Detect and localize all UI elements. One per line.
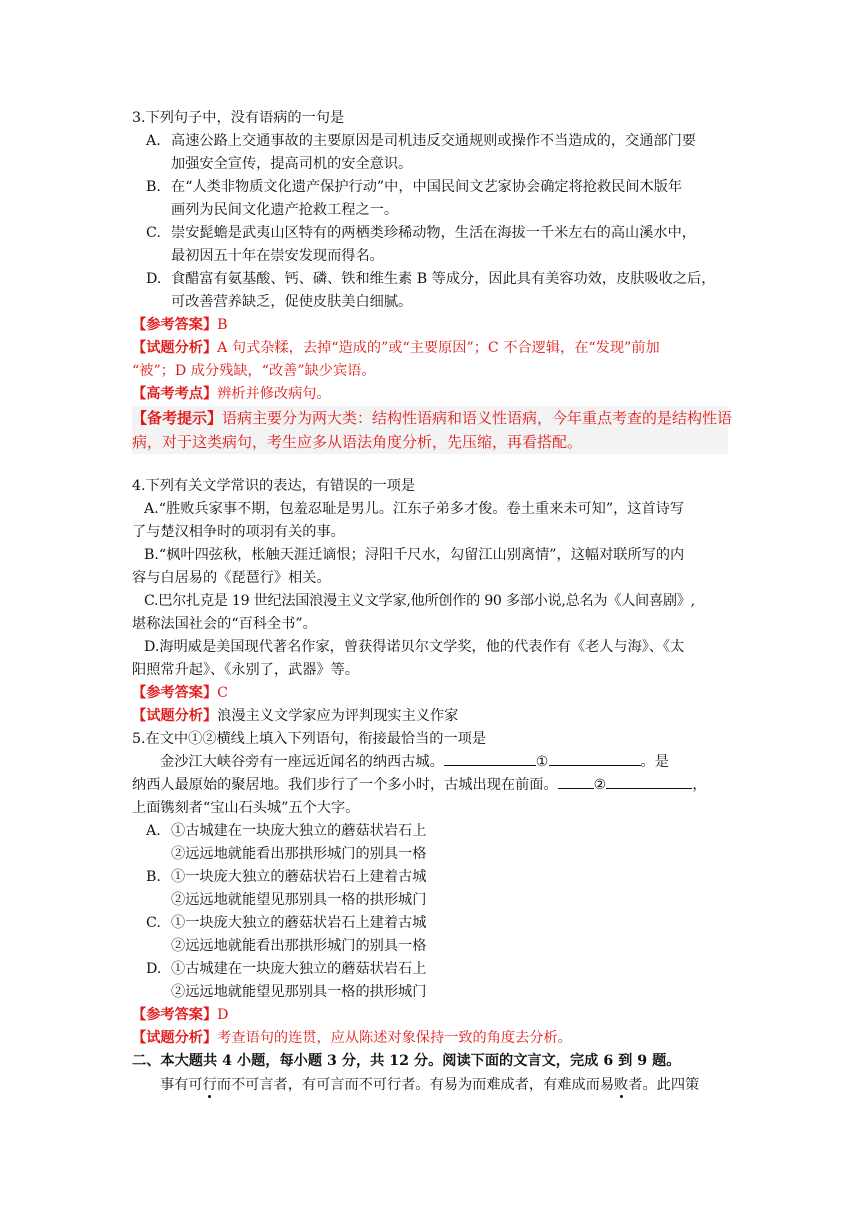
q4-option-c-line2: 堪称法国社会的“百科全书”。 bbox=[132, 616, 317, 632]
section-2-passage bbox=[160, 1074, 699, 1096]
q3-tip-line2: 病，对于这类病句，考生应多从语法角度分析，先压缩，再看搭配。 bbox=[132, 433, 583, 451]
emphasis-dot-char: 行 bbox=[202, 1077, 217, 1093]
q3-option-c-line2: 最初因五十年在崇安发现而得名。 bbox=[171, 248, 384, 264]
analysis-text: 考查语句的连贯，应从陈述对象保持一致的角度去分析。 bbox=[217, 1030, 572, 1046]
emphasis-dot-char: 败 bbox=[614, 1077, 629, 1093]
q4-option-a-line2: 了与楚汉相争时的项羽有关的事。 bbox=[132, 524, 345, 540]
passage-text: 而不可言者，有可言而不可行者。有易为而难成者，有难成而易 bbox=[216, 1077, 615, 1093]
q5-passage-line3: 上面镌刻者“宝山石头城”五个大字。 bbox=[132, 800, 360, 816]
analysis-tag: 【试题分析】 bbox=[132, 1030, 218, 1046]
q5-option-c-line1: ①一块庞大独立的蘑菇状岩石上建着古城 bbox=[171, 915, 427, 931]
q3-option-c-label: C. bbox=[146, 225, 161, 241]
blank-line bbox=[549, 751, 641, 766]
q3-tip-line1 bbox=[132, 407, 732, 429]
q3-analysis-line2: “被”；D 成分残缺，“改善”缺少宾语。 bbox=[132, 363, 376, 379]
passage-text: 金沙江大峡谷旁有一座远近闻名的纳西古城。 bbox=[160, 754, 444, 770]
passage-text: 。是 bbox=[640, 754, 669, 770]
q4-answer bbox=[132, 682, 228, 704]
passage-text: 者。此四策 bbox=[628, 1077, 700, 1093]
tip-text: 语病主要分为两大类：结构性语病和语义性语病，今年重点考查的是结构性语 bbox=[222, 409, 733, 427]
answer-tag: 【参考答案】 bbox=[132, 685, 218, 701]
q3-option-a-label: A. bbox=[146, 133, 161, 149]
q3-option-a-line1: 高速公路上交通事故的主要原因是司机违反交通规则或操作不当造成的，交通部门要 bbox=[171, 133, 696, 149]
q5-option-a-label: A. bbox=[146, 823, 161, 839]
analysis-text: A 句式杂糅，去掉“造成的”或“主要原因”；C 不合逻辑，在“发现”前加 bbox=[217, 340, 660, 356]
analysis-text: 浪漫主义文学家应为评判现实主义作家 bbox=[217, 708, 459, 724]
q5-passage-line2 bbox=[132, 774, 707, 796]
q5-option-c-label: C. bbox=[146, 915, 161, 931]
q4-option-d-line2: 阳照常升起》、《永别了，武器》等。 bbox=[132, 662, 359, 678]
blank-line bbox=[606, 774, 692, 789]
analysis-tag: 【试题分析】 bbox=[132, 340, 218, 356]
q5-option-d-label: D. bbox=[146, 961, 162, 977]
q4-analysis bbox=[132, 705, 458, 727]
q5-option-a-line1: ①古城建在一块庞大独立的蘑菇状岩石上 bbox=[171, 823, 427, 839]
q5-option-d-line1: ①古城建在一块庞大独立的蘑菇状岩石上 bbox=[171, 961, 427, 977]
blank-line bbox=[444, 751, 536, 766]
q3-option-c-line1: 崇安髭蟾是武夷山区特有的两栖类珍稀动物，生活在海拔一千米左右的高山溪水中， bbox=[171, 225, 696, 241]
answer-value: D bbox=[217, 1007, 229, 1023]
answer-tag: 【参考答案】 bbox=[132, 317, 218, 333]
q3-option-d-line1: 食醋富有氨基酸、钙、磷、铁和维生素 B 等成分，因此具有美容功效，皮肤吸收之后， bbox=[171, 271, 716, 287]
blank-number: ① bbox=[535, 754, 549, 770]
q4-option-b-line1: B.“枫叶四弦秋，枨触天涯迁谪恨；浔阳千尺水，勾留江山别离情”，这幅对联所写的内 bbox=[144, 547, 685, 563]
q3-answer bbox=[132, 314, 228, 336]
q4-option-d-line1: D.海明威是美国现代著名作家，曾获得诺贝尔文学奖，他的代表作有《老人与海》、《太 bbox=[144, 639, 685, 655]
q3-option-a-line2: 加强安全宣传，提高司机的安全意识。 bbox=[171, 156, 413, 172]
tip-tag: 【备考提示】 bbox=[132, 409, 223, 427]
passage-text: 事有可 bbox=[160, 1077, 203, 1093]
exam-point-text: 辨析并修改病句。 bbox=[217, 386, 331, 402]
exam-point-tag: 【高考考点】 bbox=[132, 386, 218, 402]
q5-option-b-line1: ①一块庞大独立的蘑菇状岩石上建着古城 bbox=[171, 869, 427, 885]
passage-text: 纳西人最原始的聚居地。我们步行了一个多小时，古城出现在前面。 bbox=[132, 777, 558, 793]
q3-option-b-label: B. bbox=[146, 179, 161, 195]
q4-option-b-line2: 容与白居易的《琵琶行》相关。 bbox=[132, 570, 331, 586]
q5-passage-line1 bbox=[160, 751, 669, 773]
q3-option-b-line1: 在“人类非物质文化遗产保护行动”中，中国民间文艺家协会确定将抢救民间木版年 bbox=[171, 179, 683, 195]
passage-text: ， bbox=[692, 777, 707, 793]
q5-stem: 5.在文中①②横线上填入下列语句，衔接最恰当的一项是 bbox=[132, 731, 487, 747]
answer-tag: 【参考答案】 bbox=[132, 1007, 218, 1023]
answer-value: B bbox=[217, 317, 228, 333]
q3-option-d-line2: 可改善营养缺乏，促使皮肤美白细腻。 bbox=[171, 294, 413, 310]
blank-number: ② bbox=[593, 777, 607, 793]
answer-value: C bbox=[217, 685, 228, 701]
q5-analysis bbox=[132, 1027, 572, 1049]
section-2-heading: 二、本大题共 4 小题，每小题 3 分，共 12 分。阅读下面的文言文，完成 6 到 9 题。 bbox=[132, 1053, 681, 1069]
q5-answer bbox=[132, 1004, 229, 1026]
q3-exam-point bbox=[132, 383, 331, 405]
q5-option-a-line2: ②远远地就能看出那拱形城门的别具一格 bbox=[171, 846, 427, 862]
q3-option-b-line2: 画列为民间文化遗产抢救工程之一。 bbox=[171, 202, 399, 218]
q4-stem: 4.下列有关文学常识的表达，有错误的一项是 bbox=[132, 478, 416, 494]
q3-analysis-line1 bbox=[132, 337, 660, 359]
q4-option-a-line1: A.“胜败兵家事不期，包羞忍耻是男儿。江东子弟多才俊。卷土重来未可知”，这首诗写 bbox=[144, 501, 685, 517]
q4-option-c-line1: C.巴尔扎克是 19 世纪法国浪漫主义文学家,他所创作的 90 多部小说,总名为《人间喜剧》, bbox=[144, 593, 695, 609]
q5-option-b-line2: ②远远地就能望见那别具一格的拱形城门 bbox=[171, 892, 427, 908]
analysis-tag: 【试题分析】 bbox=[132, 708, 218, 724]
q3-option-d-label: D. bbox=[146, 271, 162, 287]
q3-stem: 3.下列句子中，没有语病的一句是 bbox=[132, 110, 345, 126]
q5-option-c-line2: ②远远地就能看出那拱形城门的别具一格 bbox=[171, 938, 427, 954]
blank-line bbox=[558, 774, 594, 789]
q5-option-b-label: B. bbox=[146, 869, 161, 885]
q5-option-d-line2: ②远远地就能望见那别具一格的拱形城门 bbox=[171, 984, 427, 1000]
